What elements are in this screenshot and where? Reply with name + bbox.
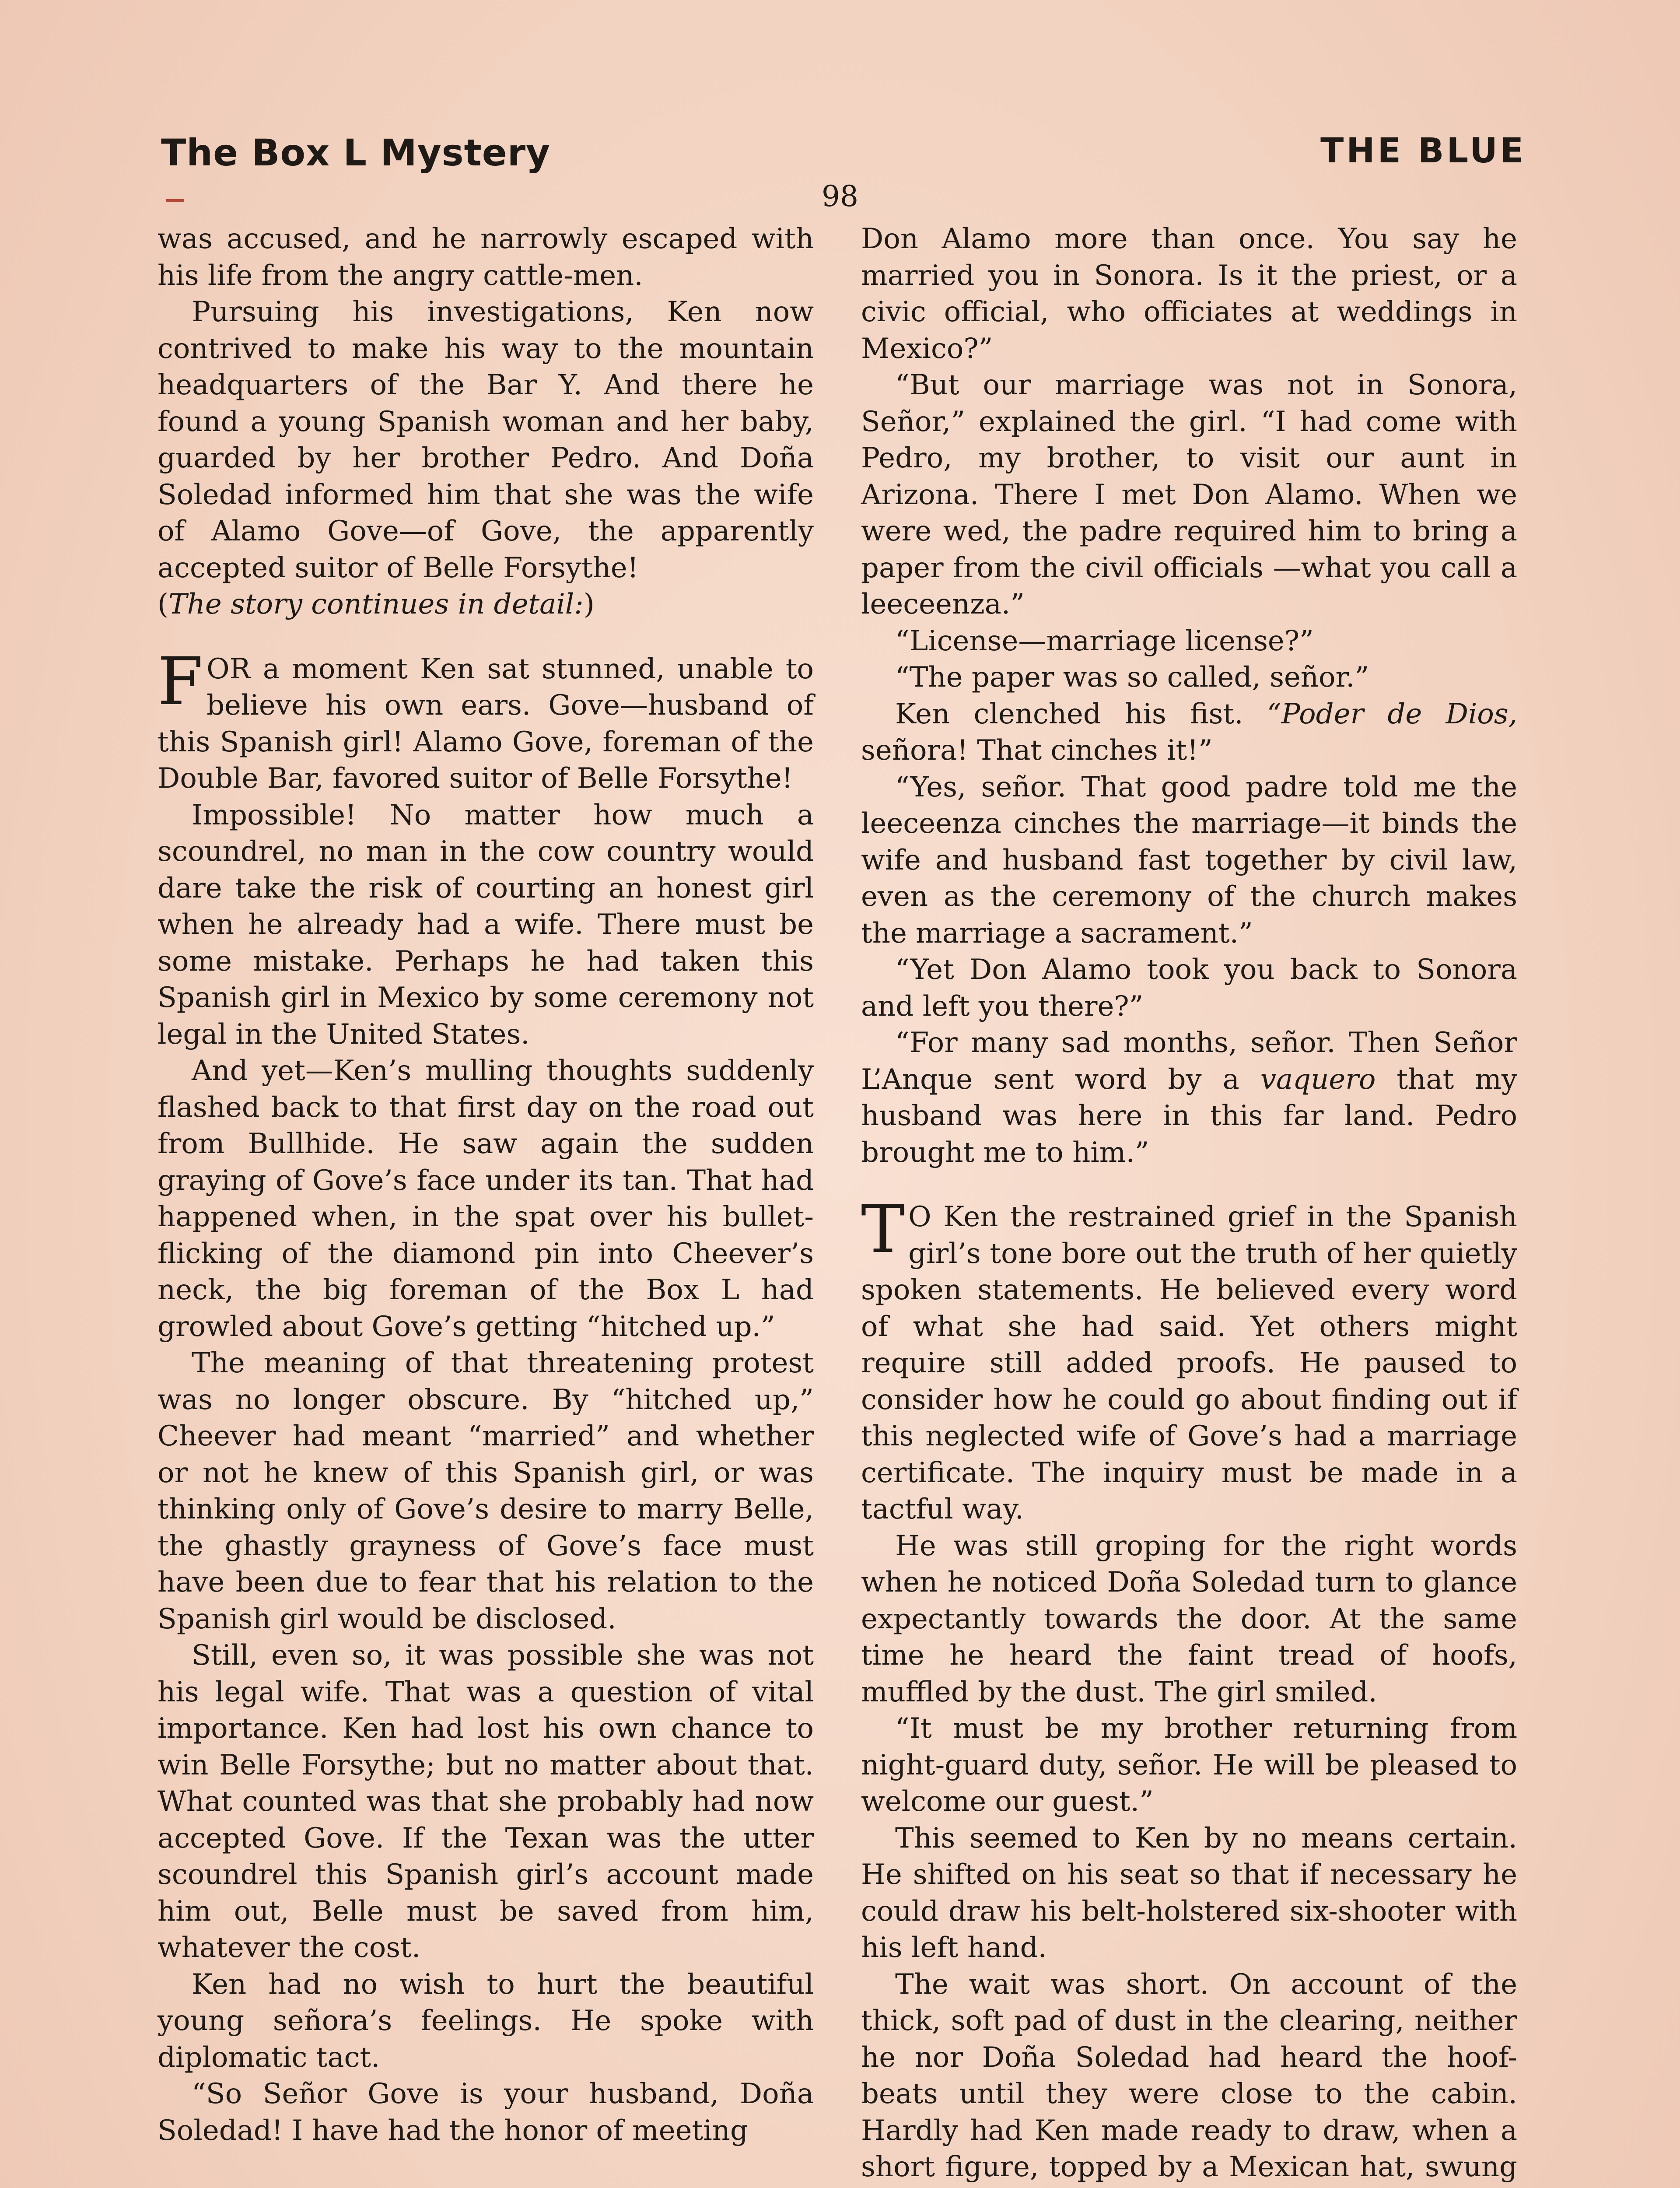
paragraph: “The paper was so called, señor.”	[895, 661, 1369, 694]
paragraph: “Yes, señor. That good padre told me the leeceenza cinches the marriage—it binds the wife and husband fast together by civil law, even as the ceremony of the church makes the marriage a sacrament.”	[861, 771, 1517, 950]
paragraph: Don Alamo more than once. You say he married you in Sonora. Is it the priest, or a civic official, who officiates at weddings in Mexico?”	[861, 223, 1517, 365]
running-head-story-title: The Box L Mystery	[161, 131, 550, 174]
paragraph: Ken had no wish to hurt the beautiful young señora’s feelings. He spoke with diplomatic tact.	[158, 1968, 814, 2074]
drop-cap: T	[861, 1192, 905, 1268]
right-text-column	[861, 221, 1517, 2188]
paragraph: Still, even so, it was possible she was not his legal wife. That was a question of vital importance. Ken had lost his own chance to win Belle Forsythe; but no matter about that. What counted was that she probably had now accepted Gove. If the Texan was the utter scoundrel this Spanish girl’s account made him out, Belle must be saved from him, whatever the cost.	[158, 1639, 814, 1964]
paragraph	[861, 696, 1517, 769]
editor-note-text: The story continues in detail:	[168, 588, 584, 621]
paragraph	[861, 1025, 1517, 1171]
paragraph: And yet—Ken’s mulling thoughts suddenly flashed back to that first day on the road out from Bullhide. He saw again the sudden graying of Gove’s face under its tan. That had happened when, in the spat over his bullet-flicking of the diamond pin into Cheever’s neck, the big foreman of the Box L had growled about Gove’s getting “hitched up.”	[158, 1055, 814, 1343]
paragraph: “Yet Don Alamo took you back to Sonora and left you there?”	[861, 954, 1517, 1023]
paragraph: Pursuing his investigations, Ken now contrived to make his way to the mountain headquarters of the Bar Y. And there he found a young Spanish woman and her baby, guarded by her brother Pedro. And Doña Soledad informed him that she was the wife of Alamo Gove—of Gove, the apparently accepted suitor of Belle Forsythe!	[158, 296, 814, 584]
drop-cap: F	[158, 643, 203, 720]
paragraph: “It must be my brother returning from night-guard duty, señor. He will be pleased to welcome our guest.”	[861, 1712, 1517, 1818]
paragraph: “So Señor Gove is your husband, Doña Soledad! I have had the honor of meeting	[158, 2078, 814, 2147]
paragraph-text: O Ken the restrained grief in the Spanish girl’s tone bore out the truth of her quietly spoken statements. He believed every word of what she had said. Yet others might require still added proofs. He paused to consider how he could go about finding out if this neglected wife of Gove’s had a marriage certificate. The inquiry must be made in a tactful way.	[861, 1201, 1517, 1525]
paragraph: was accused, and he narrowly escaped with his life from the angry cattle-men.	[158, 223, 814, 292]
editor-note: (The story continues in detail:)	[158, 588, 595, 621]
spanish-phrase: “Poder de Dios,	[1267, 698, 1517, 730]
paragraph-text: señora! That cinches it!”	[861, 734, 1213, 767]
paragraph-text: “For many sad months, señor. Then Señor L’Anque sent word by a	[861, 1027, 1517, 1096]
spanish-word: vaquero	[1260, 1063, 1376, 1096]
page-number: 98	[822, 179, 858, 213]
section-opening-paragraph	[158, 643, 814, 797]
running-head-magazine-title: THE BLUE	[1320, 131, 1526, 171]
paragraph-text: Ken clenched his fist.	[895, 698, 1243, 730]
paragraph: The wait was short. On account of the thick, soft pad of dust in the clearing, neither he nor Doña Soledad had heard the hoof-beats until they were close to the cabin. Hardly had Ken made ready to draw, when a short figure, topped by a Mexican hat, swung	[861, 1968, 1517, 2183]
section-opening-paragraph	[861, 1192, 1517, 1528]
paragraph: Impossible! No matter how much a scoundrel, no man in the cow country would dare take the risk of courting an honest girl when he already had a wife. There must be some mistake. Perhaps he had taken this Spanish girl in Mexico by some ceremony not legal in the United States.	[158, 799, 814, 1051]
left-text-column	[158, 221, 814, 2149]
paragraph: The meaning of that threatening protest was no longer obscure. By “hitched up,” Cheever had meant “married” and whether or not he knew of this Spanish girl, or was thinking only of Gove’s desire to marry Belle, the ghastly grayness of Gove’s face must have been due to fear that his relation to the Spanish girl would be disclosed.	[158, 1347, 814, 1635]
paragraph: “But our marriage was not in Sonora, Señor,” explained the girl. “I had come with Pedro, my brother, to visit our aunt in Arizona. There I met Don Alamo. When we were wed, the padre required him to bring a paper from the civil officials —what you call a leeceenza.”	[861, 369, 1517, 621]
paragraph-text: OR a moment Ken sat stunned, unable to believe his own ears. Gove—husband of this Spanish girl! Alamo Gove, foreman of the Double Bar, favored suitor of Belle Forsythe!	[158, 652, 814, 795]
paragraph: He was still groping for the right words when he noticed Doña Soledad turn to glance expectantly towards the door. At the same time he heard the faint tread of hoofs, muffled by the dust. The girl smiled.	[861, 1529, 1517, 1708]
paragraph: This seemed to Ken by no means certain. He shifted on his seat so that if necessary he could draw his belt-holstered six-shooter with his left hand.	[861, 1822, 1517, 1964]
paragraph-text: that my husband was here in this far land. Pedro brought me to him.”	[861, 1063, 1518, 1169]
paragraph: “License—marriage license?”	[895, 624, 1314, 657]
